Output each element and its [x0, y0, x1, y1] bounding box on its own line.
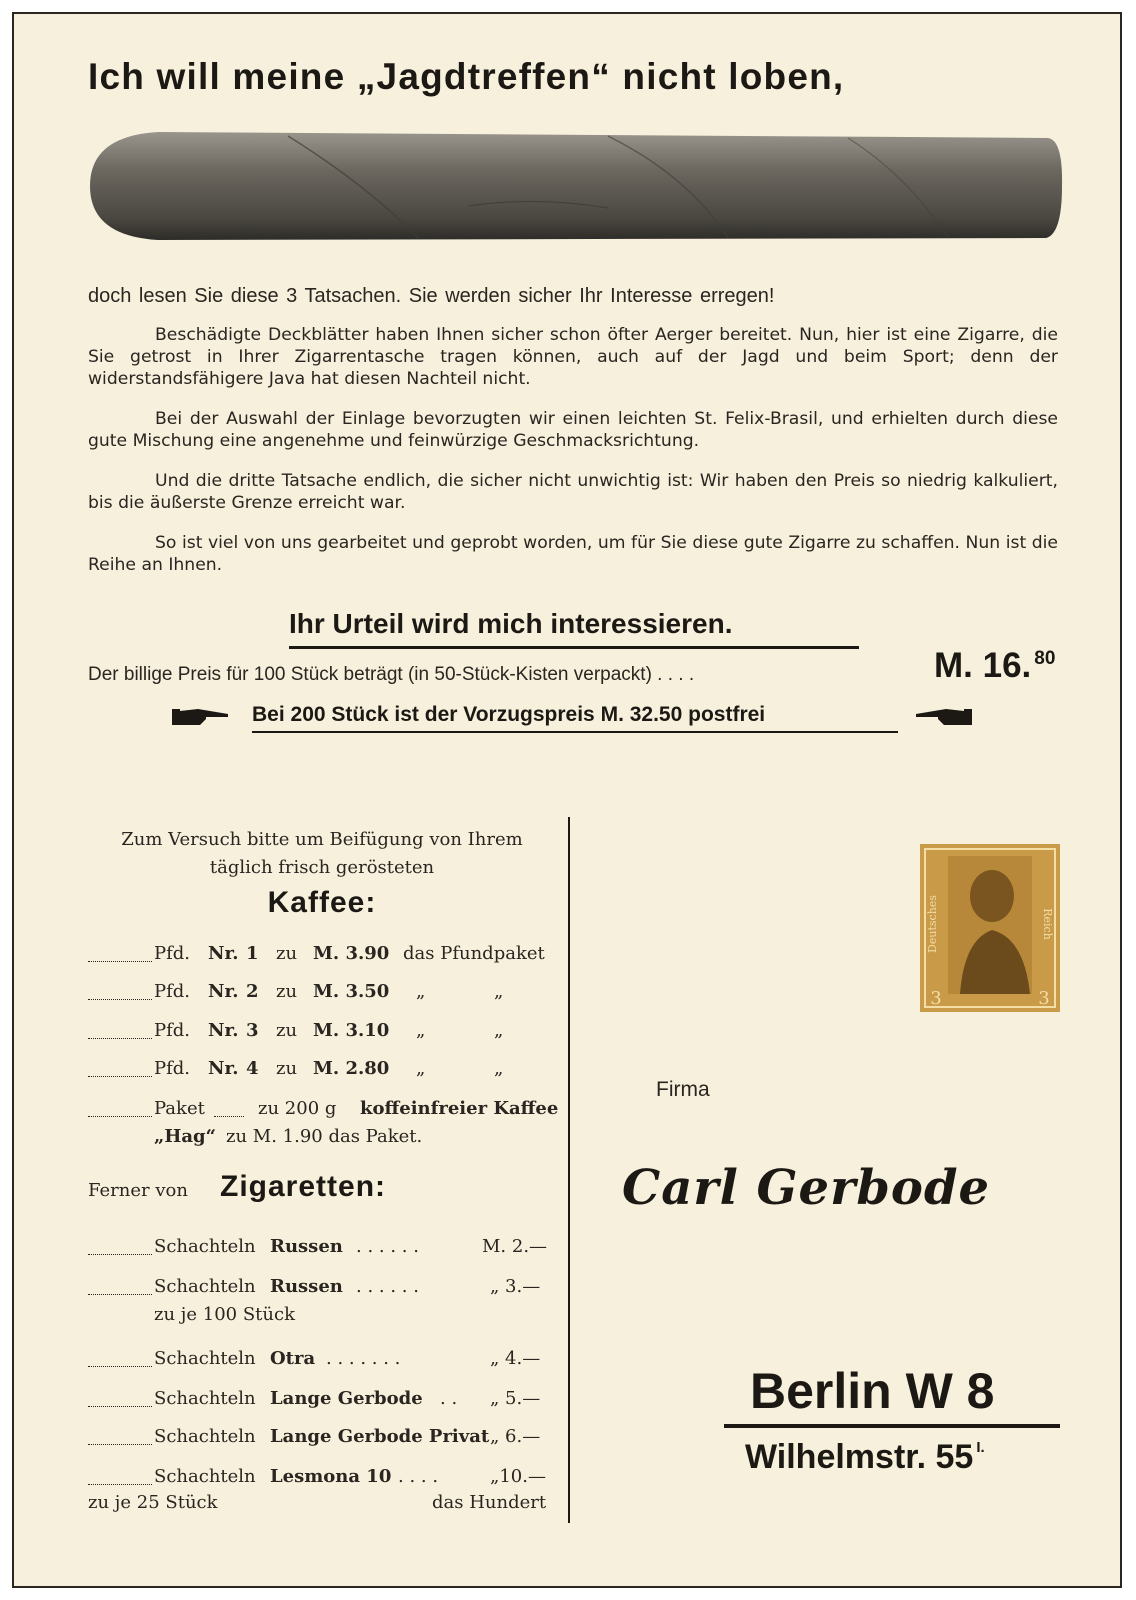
quantity-field[interactable] [88, 1058, 152, 1077]
headline: Ich will meine „Jagdtreffen“ nicht loben, [88, 56, 845, 97]
urteil-underline [289, 646, 859, 649]
postage-stamp [920, 844, 1060, 1012]
paragraph-1: Beschädigte Deckblätter haben Ihnen sicher schon öfter Aerger bereitet. Nun, hier ist eine Zigarre, die Sie getrost in Ihrer Zigarrentasche tragen können, auch auf der Jagd und beim Sport; denn der widerstandsfähigere Java hat diesen Nachteil nicht. [88, 325, 1058, 389]
pointing-hand-left-icon [914, 705, 972, 729]
kaffee-row-3: Pfd. Nr. 3 zu M. 3.10 „ „ [88, 1020, 558, 1048]
street: Wilhelmstr. 55 $^{I.}$ [745, 1438, 985, 1476]
paragraph-4: So ist viel von uns gearbeitet und geprobt worden, um für Sie diese gute Zigarre zu schaffen. Nun ist die Reihe an Ihnen. [88, 533, 1058, 575]
quantity-field[interactable] [88, 1020, 152, 1039]
quantity-field[interactable] [88, 1098, 152, 1117]
vertical-divider [568, 817, 570, 1523]
cigar-image [88, 126, 1068, 246]
quantity-field[interactable] [88, 1348, 152, 1367]
zigaretten-row-6: Schachteln Lesmona 10 . . . . „10.— [88, 1466, 558, 1494]
svg-text:Deutsches: Deutsches [926, 895, 939, 953]
quantity-field[interactable] [88, 943, 152, 962]
kaffee-row-1: Pfd. Nr. 1 zu M. 3.90 das Pfundpaket [88, 943, 558, 971]
quantity-field[interactable] [214, 1098, 244, 1117]
zigaretten-row-1: Schachteln Russen . . . . . . M. 2.— [88, 1236, 558, 1264]
kaffee-row-2: Pfd. Nr. 2 zu M. 3.50 „ „ [88, 981, 558, 1009]
zigaretten-footer: zu je 25 Stück das Hundert [88, 1492, 547, 1513]
svg-text:3: 3 [930, 988, 942, 1009]
vorzug-underline [252, 731, 898, 733]
zigaretten-row-5: Schachteln Lange Gerbode Privat „ 6.— [88, 1426, 558, 1454]
paragraph-2: Bei der Auswahl der Einlage bevorzugten wir einen leichten St. Felix-Brasil, und erhielten durch diese gute Mischung eine angenehme und feinwürzige Geschmacksrichtung. [88, 409, 1058, 451]
price-line: Der billige Preis für 100 Stück beträgt (in 50-Stück-Kisten verpackt) . . . . [88, 664, 695, 685]
zigaretten-row-3: Schachteln Otra . . . . . . . „ 4.— [88, 1348, 558, 1376]
ferner-label: Ferner von [88, 1180, 188, 1201]
zigaretten-note: zu je 100 Stück [154, 1304, 295, 1325]
quantity-field[interactable] [88, 1388, 152, 1407]
quantity-field[interactable] [88, 981, 152, 1000]
company-name: Carl Gerbode [622, 1160, 991, 1216]
hag-row-2: „Hag“ zu M. 1.90 das Paket. [154, 1126, 423, 1147]
svg-text:3: 3 [1038, 988, 1050, 1009]
quantity-field[interactable] [88, 1276, 152, 1295]
postcard [12, 12, 1122, 1588]
order-intro: Zum Versuch bitte um Beifügung von Ihrem täglich frisch gerösteten [121, 829, 523, 878]
vorzug-text: Bei 200 Stück ist der Vorzugspreis M. 32.50 postfrei [252, 703, 766, 726]
kaffee-row-4: Pfd. Nr. 4 zu M. 2.80 „ „ [88, 1058, 558, 1086]
hag-row: Paket zu 200 g koffeinfreier Kaffee [88, 1098, 558, 1126]
kaffee-heading: Kaffee: [267, 886, 377, 919]
svg-text:Reich: Reich [1041, 908, 1054, 940]
lead-sentence: doch lesen Sie diese 3 Tatsachen. Sie werden sicher Ihr Interesse erregen! [88, 285, 775, 307]
firma-label: Firma [656, 1078, 710, 1101]
urteil-heading: Ihr Urteil wird mich interessieren. [289, 608, 733, 639]
price-value: M. 16. $^{80}$ [934, 646, 1056, 685]
quantity-field[interactable] [88, 1236, 152, 1255]
quantity-field[interactable] [88, 1426, 152, 1445]
paragraph-3: Und die dritte Tatsache endlich, die sicher nicht unwichtig ist: Wir haben den Preis so niedrig kalkuliert, bis die äußerste Grenze erreicht war. [88, 471, 1058, 513]
pointing-hand-right-icon [172, 705, 230, 729]
quantity-field[interactable] [88, 1466, 152, 1485]
city: Berlin W 8 [750, 1363, 995, 1419]
zigaretten-row-4: Schachteln Lange Gerbode . . „ 5.— [88, 1388, 558, 1416]
zigaretten-row-2: Schachteln Russen . . . . . . „ 3.— [88, 1276, 558, 1304]
city-underline [724, 1424, 1060, 1428]
zigaretten-heading: Zigaretten: [220, 1170, 387, 1203]
